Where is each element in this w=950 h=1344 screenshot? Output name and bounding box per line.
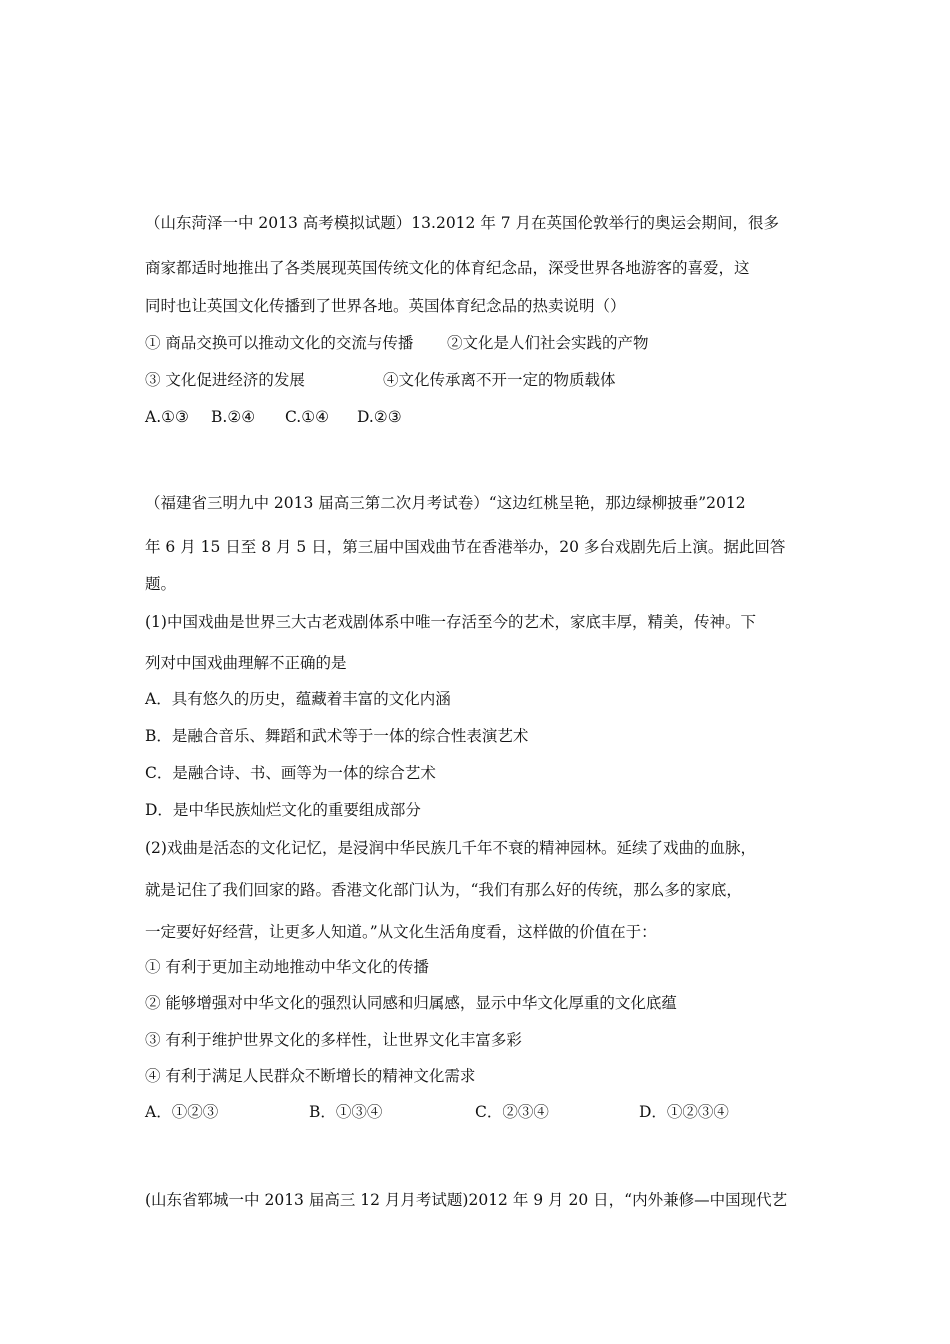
q2-sub2-option-a: A．①②③ <box>145 1103 219 1121</box>
q2-sub2-option-d: D．①②③④ <box>639 1103 729 1121</box>
q2-sub2-line-1: (2)戏曲是活态的文化记忆，是浸润中华民族几千年不衰的精神园林。延续了戏曲的血脉， <box>145 839 756 857</box>
q2-sub1-line-2: 列对中国戏曲理解不正确的是 <box>145 654 347 672</box>
q1-option-d: D.②③ <box>357 408 402 426</box>
q1-option-b: B.②④ <box>211 408 256 426</box>
q1-line-2: 商家都适时地推出了各类展现英国传统文化的体育纪念品，深受世界各地游客的喜爱，这 <box>145 259 750 277</box>
q1-statement-row-1 <box>145 333 649 353</box>
q1-statement-3: ③ 文化促进经济的发展 <box>145 371 305 389</box>
q1-statement-4: ④文化传承离不开一定的物质载体 <box>383 371 616 389</box>
q2-sub2-line-2: 就是记住了我们回家的路。香港文化部门认为，“我们有那么好的传统，那么多的家底， <box>145 881 742 899</box>
q1-line-3: 同时也让英国文化传播到了世界各地。英国体育纪念品的热卖说明（） <box>145 297 626 315</box>
q2-sub2-option-c: C．②③④ <box>475 1103 549 1121</box>
q1-option-c: C.①④ <box>285 408 330 426</box>
q1-line-1: （山东菏泽一中 2013 高考模拟试题）13.2012 年 7 月在英国伦敦举行的奥运会期间，很多 <box>145 214 780 232</box>
q1-statement-1: ① 商品交换可以推动文化的交流与传播 <box>145 334 414 352</box>
q1-statement-2: ②文化是人们社会实践的产物 <box>447 334 649 352</box>
q2-sub2-statement-2: ② 能够增强对中华文化的强烈认同感和归属感，显示中华文化厚重的文化底蕴 <box>145 994 677 1012</box>
q1-option-a: A.①③ <box>145 408 189 426</box>
q2-line-3: 题。 <box>145 575 177 593</box>
q2-sub1-choice-c: C．是融合诗、书、画等为一体的综合艺术 <box>145 764 436 782</box>
q2-sub2-statement-1: ① 有利于更加主动地推动中华文化的传播 <box>145 958 429 976</box>
q2-sub1-choice-b: B．是融合音乐、舞蹈和武术等于一体的综合性表演艺术 <box>145 727 529 745</box>
q3-line-1: (山东省郓城一中 2013 届高三 12 月月考试题)2012 年 9 月 20 日，“内外兼修—中国现代艺 <box>145 1191 788 1209</box>
q2-sub2-line-3: 一定要好好经营，让更多人知道。”从文化生活角度看，这样做的价值在于： <box>145 923 657 941</box>
q2-line-2: 年 6 月 15 日至 8 月 5 日，第三届中国戏曲节在香港举办，20 多台戏剧先后上演。据此回答 <box>145 538 786 556</box>
q2-sub1-choice-d: D．是中华民族灿烂文化的重要组成部分 <box>145 801 421 819</box>
q2-sub2-option-b: B．①③④ <box>309 1103 383 1121</box>
q2-sub2-statement-4: ④ 有利于满足人民群众不断增长的精神文化需求 <box>145 1067 476 1085</box>
q2-sub1-choice-a: A．具有悠久的历史，蕴藏着丰富的文化内涵 <box>145 690 451 708</box>
q2-line-1: （福建省三明九中 2013 届高三第二次月考试卷）“这边红桃呈艳，那边绿柳披垂”2012 <box>145 494 746 512</box>
q2-sub1-line-1: (1)中国戏曲是世界三大古老戏剧体系中唯一存活至今的艺术，家底丰厚，精美，传神。下 <box>145 613 756 631</box>
q1-statement-row-2 <box>145 370 616 390</box>
q2-sub2-statement-3: ③ 有利于维护世界文化的多样性，让世界文化丰富多彩 <box>145 1031 522 1049</box>
